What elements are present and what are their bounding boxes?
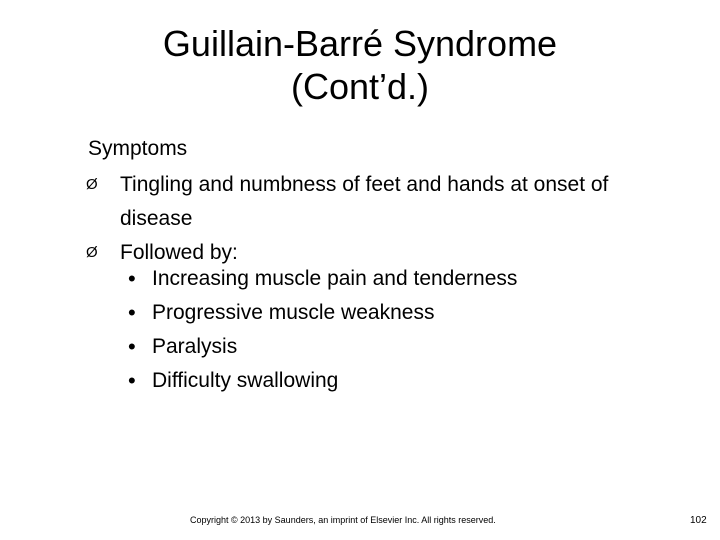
list-item [128,330,688,364]
arrow-bullet-icon: Ø [86,176,98,193]
list-item [128,262,688,296]
bullet-text: Followed by: [120,241,238,264]
dot-bullet-icon: • [128,368,136,393]
bullet-text: Progressive muscle weakness [152,301,435,324]
bullet-text: Paralysis [152,335,238,358]
copyright-notice: Copyright © 2013 by Saunders, an imprint of Elsevier Inc. All rights reserved. [190,515,496,525]
list-item [128,364,688,398]
arrow-bullet-icon: Ø [86,244,98,261]
dot-bullet-icon: • [128,266,136,291]
bullet-level-3 [128,262,688,398]
slide-title [60,22,660,108]
bullet-level-2 [86,168,676,270]
bullet-text: Symptoms [88,137,188,160]
bullet-level-1 [36,134,676,164]
infinity-bullet-icon [36,134,88,136]
dot-bullet-icon: • [128,300,136,325]
list-item [86,168,676,236]
bullet-text: Difficulty swallowing [152,369,339,392]
slide-footer [0,512,720,532]
page-number: 102 [690,515,707,526]
title-line-2: (Cont’d.) [290,66,430,107]
dot-bullet-icon: • [128,334,136,359]
list-item [36,134,676,164]
bullet-text: Tingling and numbness of feet and hands at onset of disease [120,173,609,230]
title-line-1: Guillain-Barré Syndrome [162,23,558,64]
list-item [128,296,688,330]
bullet-text: Increasing muscle pain and tenderness [152,267,518,290]
